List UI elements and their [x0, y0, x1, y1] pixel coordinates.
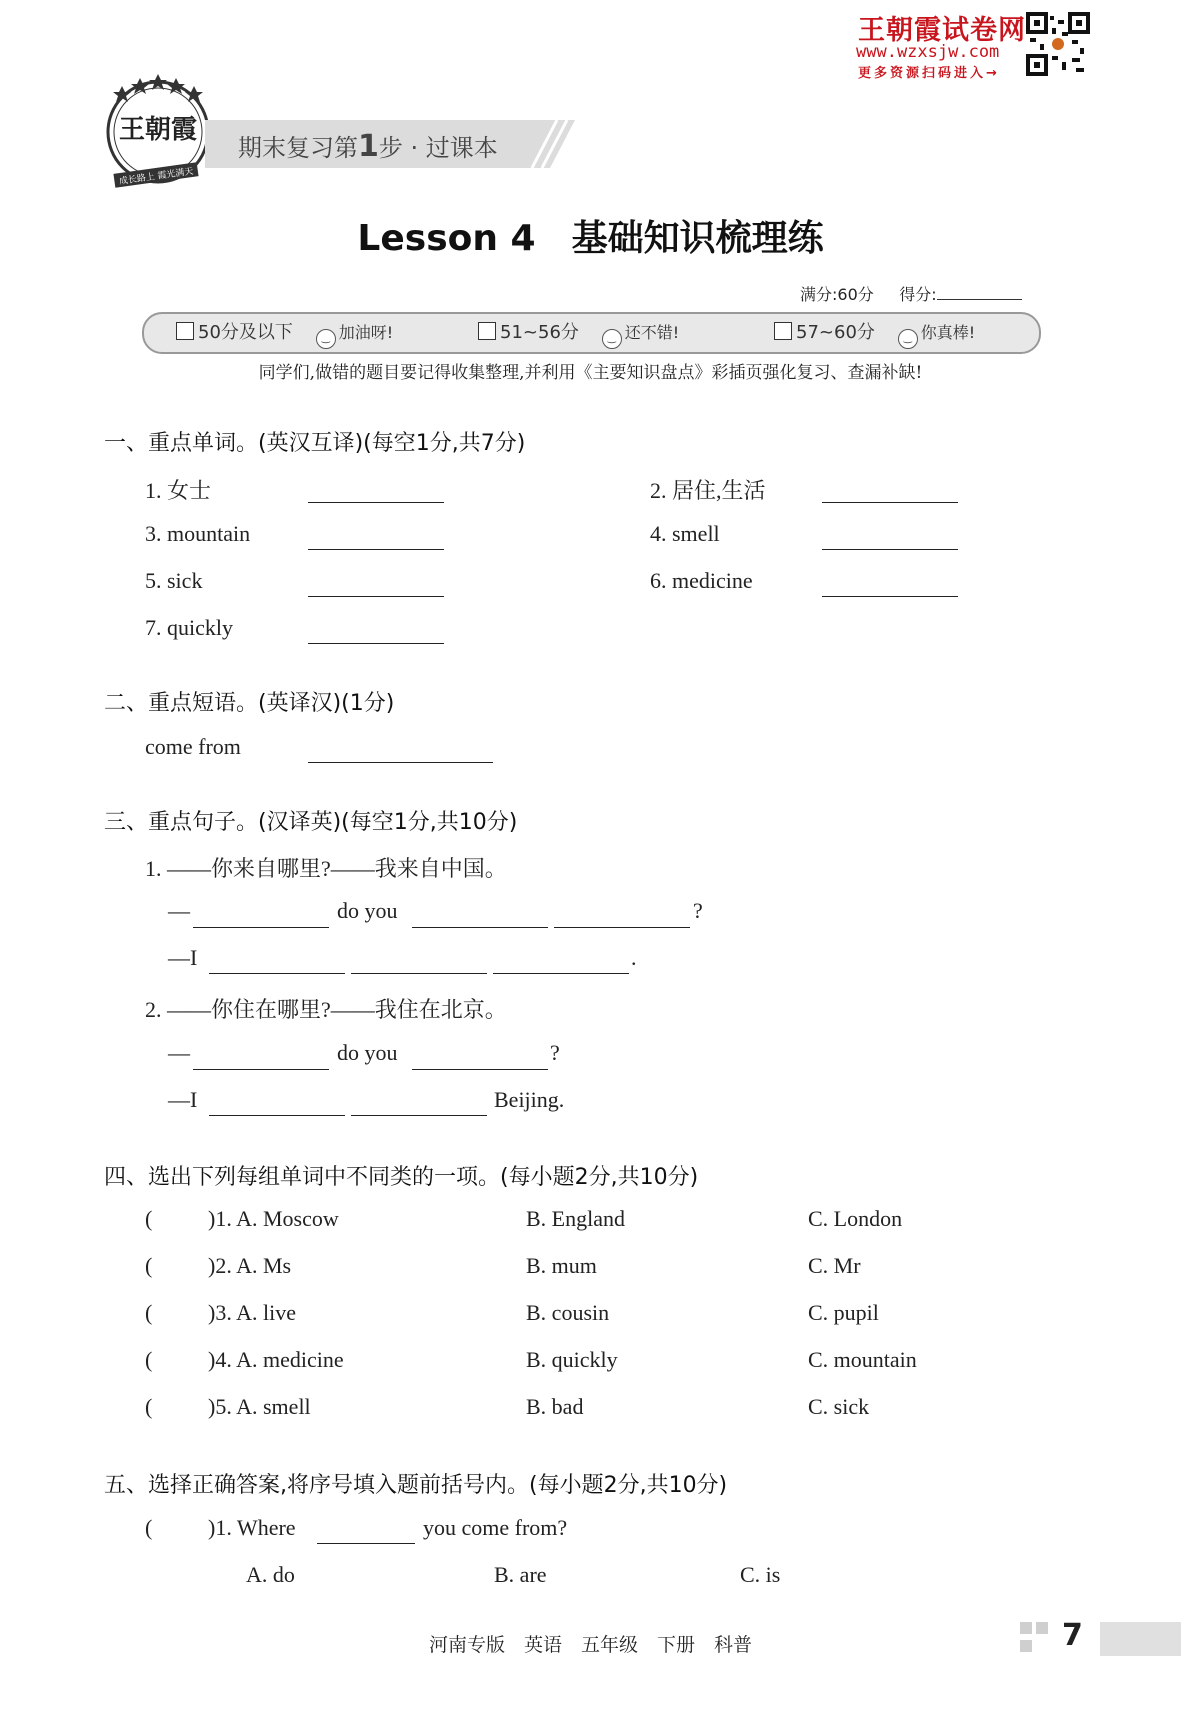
notice-text: 同学们,做错的题目要记得收集整理,并利用《主要知识盘点》彩插页强化复习、查漏补缺! [258, 363, 923, 383]
option-a: A. do [246, 1562, 295, 1587]
choice-row-5: )5. A. smell [208, 1394, 311, 1419]
section-3-title: 三、重点句子。(汉译英)(每空1分,共10分) [104, 810, 518, 835]
rating-option-1[interactable] [176, 318, 393, 349]
answer-blank[interactable] [554, 927, 690, 928]
answer-blank[interactable] [412, 1069, 548, 1070]
choice-c: C. London [808, 1206, 903, 1231]
answer-blank[interactable] [308, 643, 444, 644]
answer-blank[interactable] [193, 927, 329, 928]
answer-blank[interactable] [209, 1115, 345, 1116]
word-item-1: 1. 女士 [145, 478, 212, 503]
word-item-4: 4. smell [650, 521, 720, 546]
answer-blank[interactable] [317, 1543, 415, 1544]
rating-range: 51~56分 [500, 322, 579, 343]
question-mark: ? [550, 1040, 560, 1065]
dash: — [168, 898, 190, 923]
answer-blank[interactable] [412, 927, 548, 928]
word-item-5: 5. sick [145, 568, 203, 593]
do-you-text: do you [337, 1040, 398, 1065]
option-c: C. is [740, 1562, 781, 1587]
choice-b: B. mum [526, 1253, 597, 1278]
choice-c: C. pupil [808, 1300, 879, 1325]
section-1-title: 一、重点单词。(英汉互译)(每空1分,共7分) [104, 431, 526, 456]
paren-open[interactable]: ( [145, 1253, 153, 1278]
rating-comment: 加油呀! [338, 323, 394, 342]
word-item-3: 3. mountain [145, 521, 251, 546]
choice-b: B. quickly [526, 1347, 618, 1372]
rating-option-3[interactable] [774, 318, 975, 349]
choice-c: C. Mr [808, 1253, 861, 1278]
choice-c: C. sick [808, 1394, 870, 1419]
brand-url[interactable]: www.wzxsjw.com [856, 42, 1000, 62]
choice-row-4: )4. A. medicine [208, 1347, 344, 1372]
paren-open[interactable]: ( [145, 1515, 153, 1540]
paren-open[interactable]: ( [145, 1300, 153, 1325]
page-title: Lesson 4 基础知识梳理练 [357, 218, 824, 259]
brand-more-text: 更多资源扫码进入→ [858, 66, 1000, 81]
logo-text: 王朝霞 [118, 115, 198, 145]
decor-square [1020, 1640, 1032, 1652]
page-number: 7 [1062, 1618, 1083, 1653]
banner-step: 1 [358, 129, 379, 164]
dash: — [168, 1040, 190, 1065]
logo-tagline: 成长路上 霞光满天 [118, 166, 195, 188]
section-5-title: 五、选择正确答案,将序号填入题前括号内。(每小题2分,共10分) [104, 1473, 728, 1498]
decor-square [1020, 1622, 1032, 1634]
checkbox-icon[interactable] [176, 322, 194, 340]
smiley-icon: ‿ [316, 329, 336, 349]
answer-blank[interactable] [822, 549, 958, 550]
answer-blank[interactable] [308, 549, 444, 550]
word-item-6: 6. medicine [650, 568, 753, 593]
choice-row-1: )1. A. Moscow [208, 1206, 339, 1231]
smiley-icon: ‿ [898, 329, 918, 349]
choice-b: B. bad [526, 1394, 584, 1419]
paren-open[interactable]: ( [145, 1394, 153, 1419]
smiley-icon: ‿ [602, 329, 622, 349]
i-text: —I [168, 945, 198, 970]
answer-blank[interactable] [351, 1115, 487, 1116]
answer-blank[interactable] [209, 973, 345, 974]
mc-question-1-start: )1. Where [208, 1515, 296, 1540]
banner-prefix: 期末复习第 [238, 134, 358, 162]
checkbox-icon[interactable] [478, 322, 496, 340]
word-item-7: 7. quickly [145, 615, 233, 640]
rating-comment: 你真棒! [920, 323, 976, 342]
do-you-text: do you [337, 898, 398, 923]
rating-comment: 还不错! [624, 323, 680, 342]
got-score-label: 得分: [899, 285, 937, 304]
answer-blank[interactable] [822, 502, 958, 503]
full-score: 满分:60分 [800, 285, 874, 304]
page-number-bar [1100, 1622, 1181, 1656]
checkbox-icon[interactable] [774, 322, 792, 340]
rating-range: 50分及以下 [198, 322, 293, 343]
choice-row-2: )2. A. Ms [208, 1253, 292, 1278]
banner-suffix: 步 · 过课本 [378, 134, 498, 162]
choice-row-3: )3. A. live [208, 1300, 296, 1325]
brand-name: 王朝霞试卷网 [858, 15, 1026, 46]
qr-code-icon[interactable] [1026, 12, 1090, 76]
answer-blank[interactable] [193, 1069, 329, 1070]
beijing-text: Beijing. [494, 1087, 565, 1112]
decor-square [1036, 1622, 1048, 1634]
banner-title [238, 128, 498, 164]
choice-c: C. mountain [808, 1347, 917, 1372]
section-2-title: 二、重点短语。(英译汉)(1分) [104, 691, 395, 716]
choice-b: B. cousin [526, 1300, 610, 1325]
option-b: B. are [494, 1562, 547, 1587]
paren-open[interactable]: ( [145, 1206, 153, 1231]
answer-blank[interactable] [308, 596, 444, 597]
footer-text: 河南专版 英语 五年级 下册 科普 [428, 1634, 752, 1656]
wangzhaoxia-logo [100, 72, 220, 212]
sentence-question-1: 1. ——你来自哪里?——我来自中国。 [145, 856, 507, 881]
sentence-question-2: 2. ——你住在哪里?——我住在北京。 [145, 997, 507, 1022]
answer-blank[interactable] [308, 502, 444, 503]
phrase-item: come from [145, 734, 241, 759]
rating-range: 57~60分 [796, 322, 875, 343]
answer-blank[interactable] [493, 973, 629, 974]
question-mark: ? [693, 898, 703, 923]
answer-blank[interactable] [351, 973, 487, 974]
paren-open[interactable]: ( [145, 1347, 153, 1372]
score-line [800, 282, 1022, 305]
i-text: —I [168, 1087, 198, 1112]
score-blank[interactable] [937, 299, 1022, 300]
answer-blank[interactable] [308, 762, 493, 763]
answer-blank[interactable] [822, 596, 958, 597]
rating-option-2[interactable] [478, 318, 679, 349]
period: . [631, 945, 637, 970]
mc-question-1-end: you come from? [423, 1515, 568, 1540]
choice-b: B. England [526, 1206, 625, 1231]
section-4-title: 四、选出下列每组单词中不同类的一项。(每小题2分,共10分) [104, 1165, 699, 1190]
word-item-2: 2. 居住,生活 [650, 478, 766, 503]
